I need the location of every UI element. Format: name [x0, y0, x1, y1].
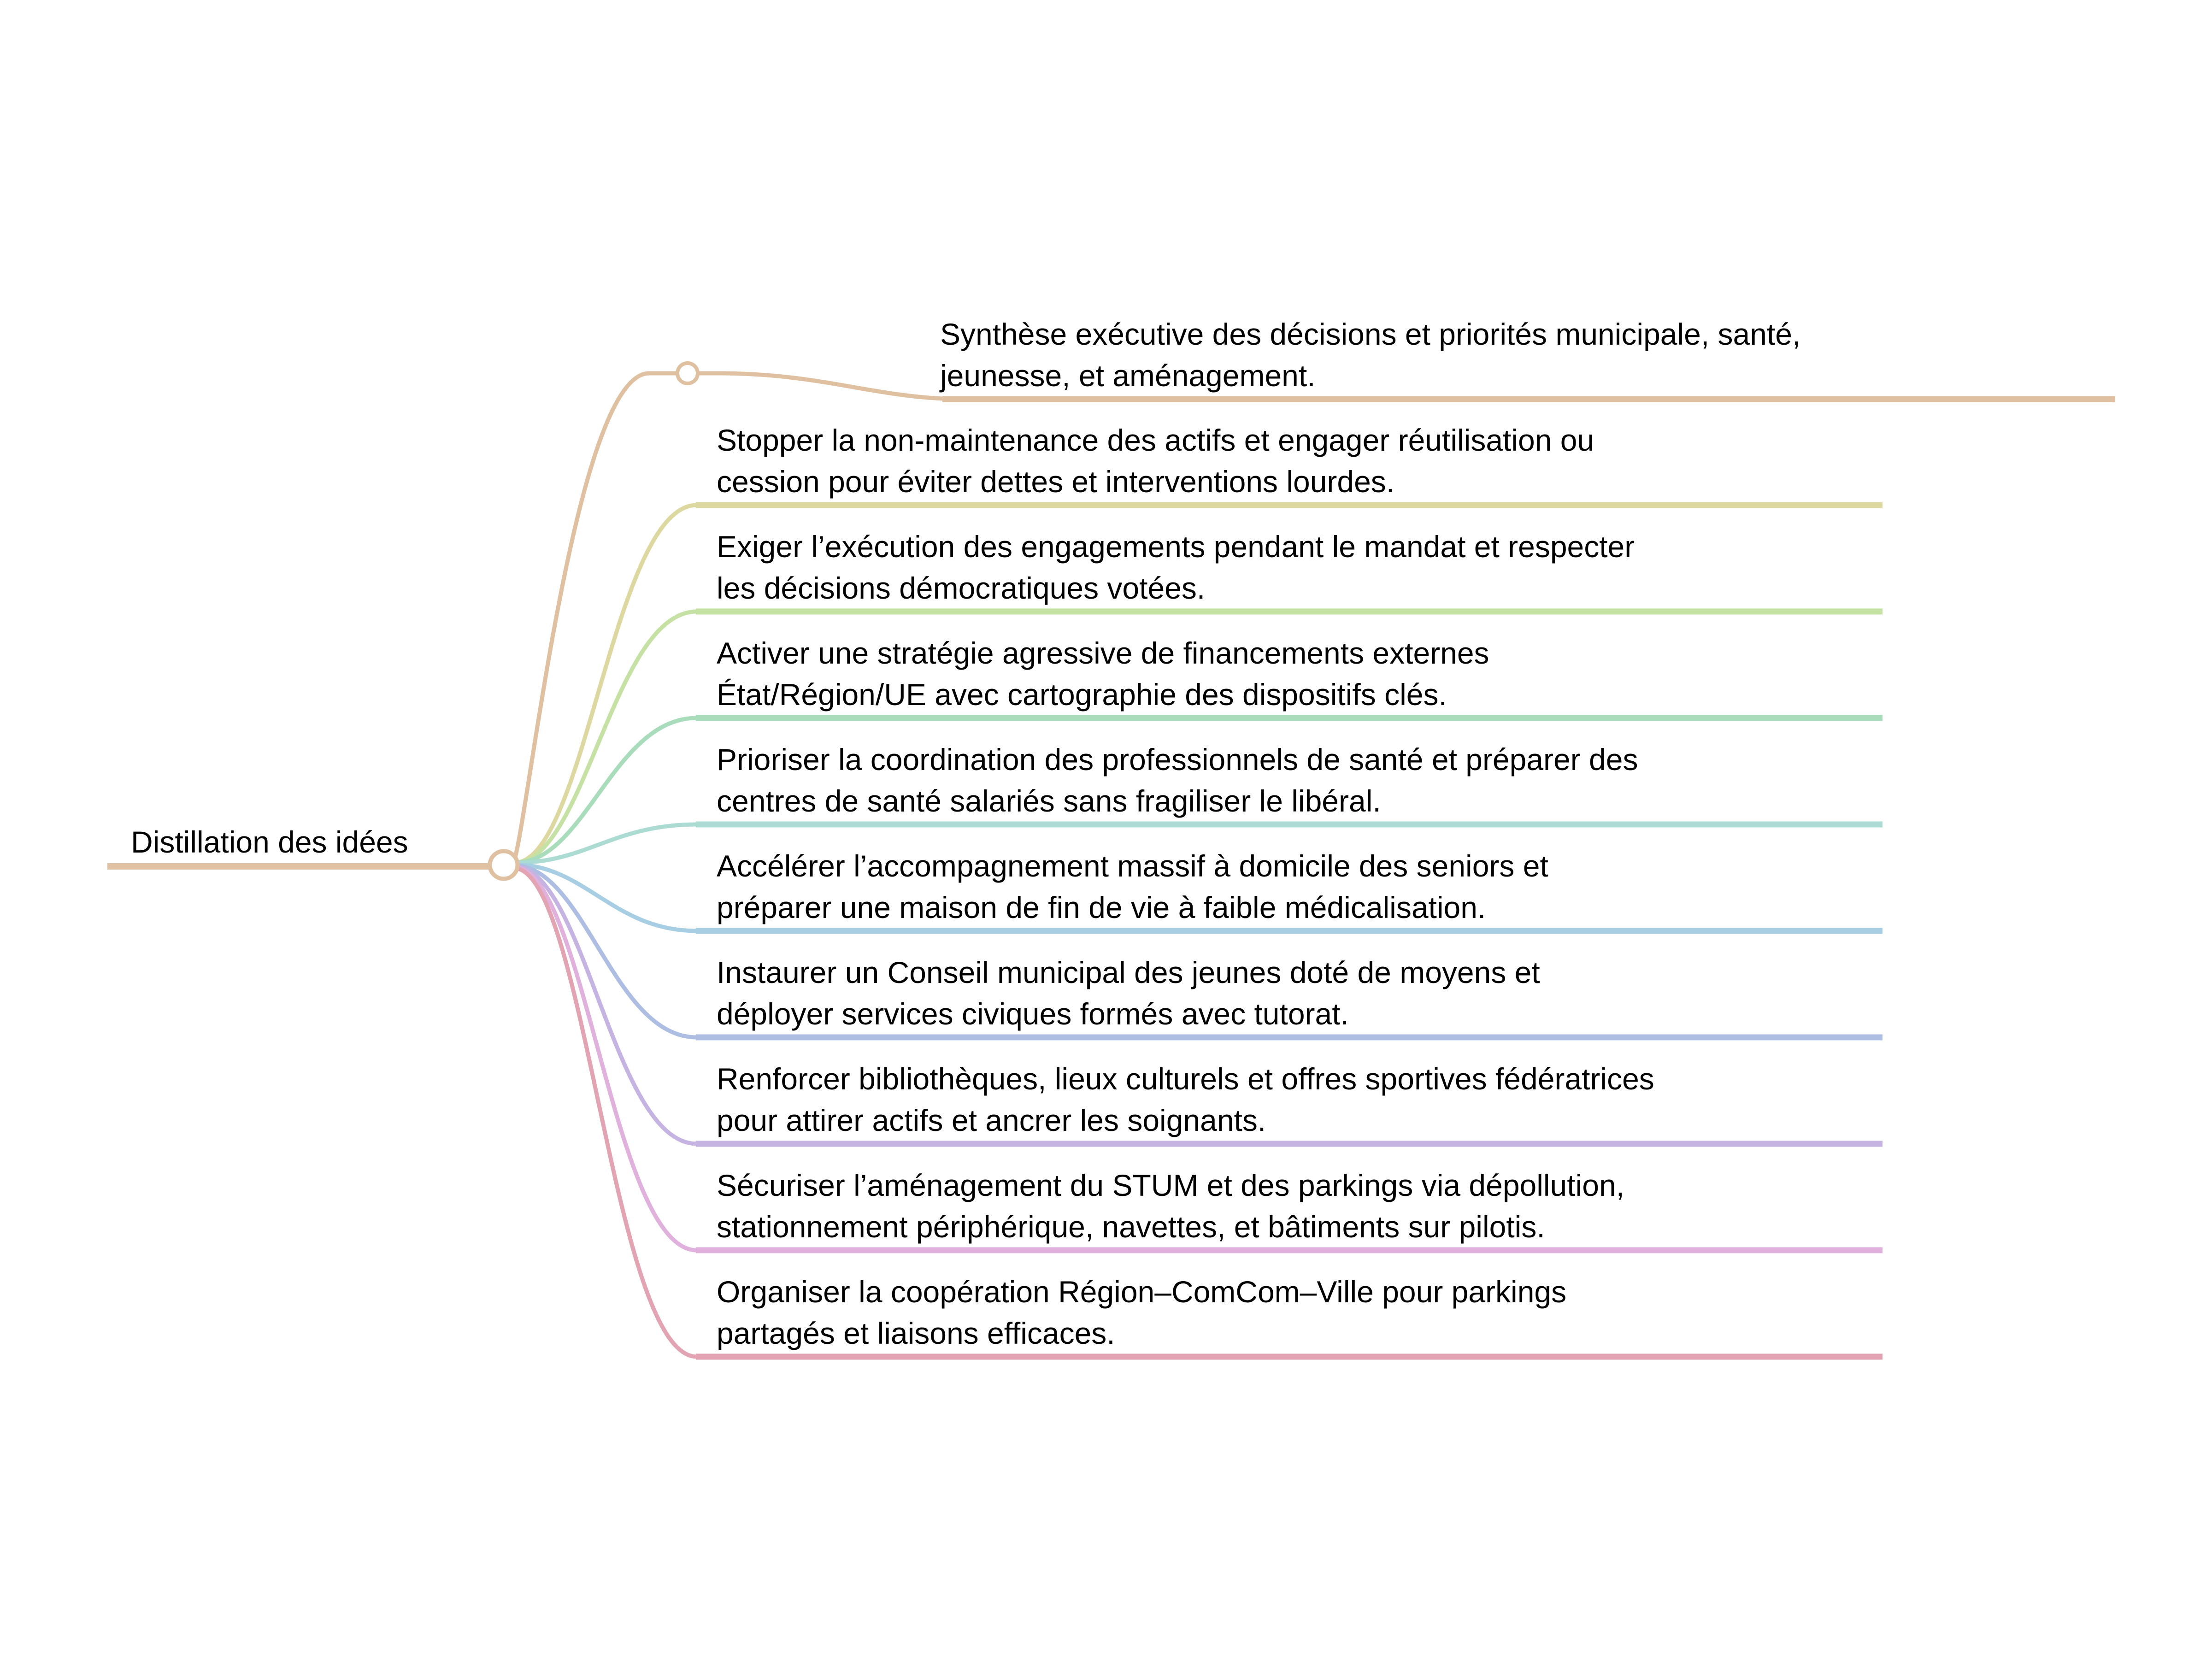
branch-10-node-label[interactable] [717, 1271, 1566, 1354]
branch-label-line: stationnement périphérique, navettes, et bâtiments sur pilotis. [717, 1210, 1545, 1244]
branch-6-node-label[interactable] [717, 845, 1548, 928]
branch-2-connector-line [514, 505, 697, 863]
branch-label-line: Organiser la coopération Région–ComCom–Ville pour parkings [717, 1275, 1567, 1309]
branch-label-line: Synthèse exécutive des décisions et priorités municipale, santé, [940, 317, 1801, 351]
branch-9-node-label[interactable] [717, 1165, 1624, 1247]
branch-label-line: cession pour éviter dettes et interventions lourdes. [717, 465, 1395, 499]
branch-9-connector-line [514, 867, 697, 1250]
branch-label-line: les décisions démocratiques votées. [717, 571, 1206, 605]
branch-label-line: centres de santé salariés sans fragiliser le libéral. [717, 784, 1381, 818]
branch-label-line: déployer services civiques formés avec tutorat. [717, 997, 1349, 1031]
branch-label-line: préparer une maison de fin de vie à faible médicalisation. [717, 890, 1486, 924]
branch-label-line: Activer une stratégie agressive de financements externes [717, 636, 1489, 670]
branch-label-line: État/Région/UE avec cartographie des dispositifs clés. [717, 677, 1447, 712]
branch-4-node-label[interactable] [717, 632, 1489, 715]
root-node-label[interactable] [131, 821, 408, 863]
branch-1-node-label[interactable] [940, 313, 1800, 396]
branch-label-line: Instaurer un Conseil municipal des jeunes doté de moyens et [717, 955, 1540, 989]
branch-8-node-label[interactable] [717, 1058, 1654, 1141]
branch-label-line: Exiger l’exécution des engagements pendant le mandat et respecter [717, 529, 1635, 564]
branch-1-collapse-toggle-circle[interactable] [677, 363, 698, 383]
branch-label-line: Prioriser la coordination des professionnels de santé et préparer des [717, 742, 1638, 777]
branch-3-node-label[interactable] [717, 526, 1635, 609]
branch-label-line: Renforcer bibliothèques, lieux culturels et offres sportives fédératrices [717, 1062, 1654, 1096]
branch-10-connector-line [514, 868, 697, 1357]
branch-8-connector-line [514, 866, 697, 1144]
branch-label-line: Sécuriser l’aménagement du STUM et des parkings via dépollution, [717, 1168, 1625, 1202]
branch-label-line: Accélérer l’accompagnement massif à domicile des seniors et [717, 849, 1548, 883]
branch-7-node-label[interactable] [717, 952, 1540, 1035]
branch-label-line: pour attirer actifs et ancrer les soignants. [717, 1103, 1266, 1137]
root-collapse-toggle-circle[interactable] [490, 851, 518, 879]
branch-5-node-label[interactable] [717, 739, 1638, 822]
branch-label-line: Stopper la non-maintenance des actifs et engager réutilisation ou [717, 423, 1594, 457]
branch-label-line: jeunesse, et aménagement. [940, 359, 1316, 393]
branch-label-line: partagés et liaisons efficaces. [717, 1316, 1115, 1350]
root-label-text: Distillation des idées [131, 825, 408, 859]
branch-2-node-label[interactable] [717, 419, 1594, 502]
